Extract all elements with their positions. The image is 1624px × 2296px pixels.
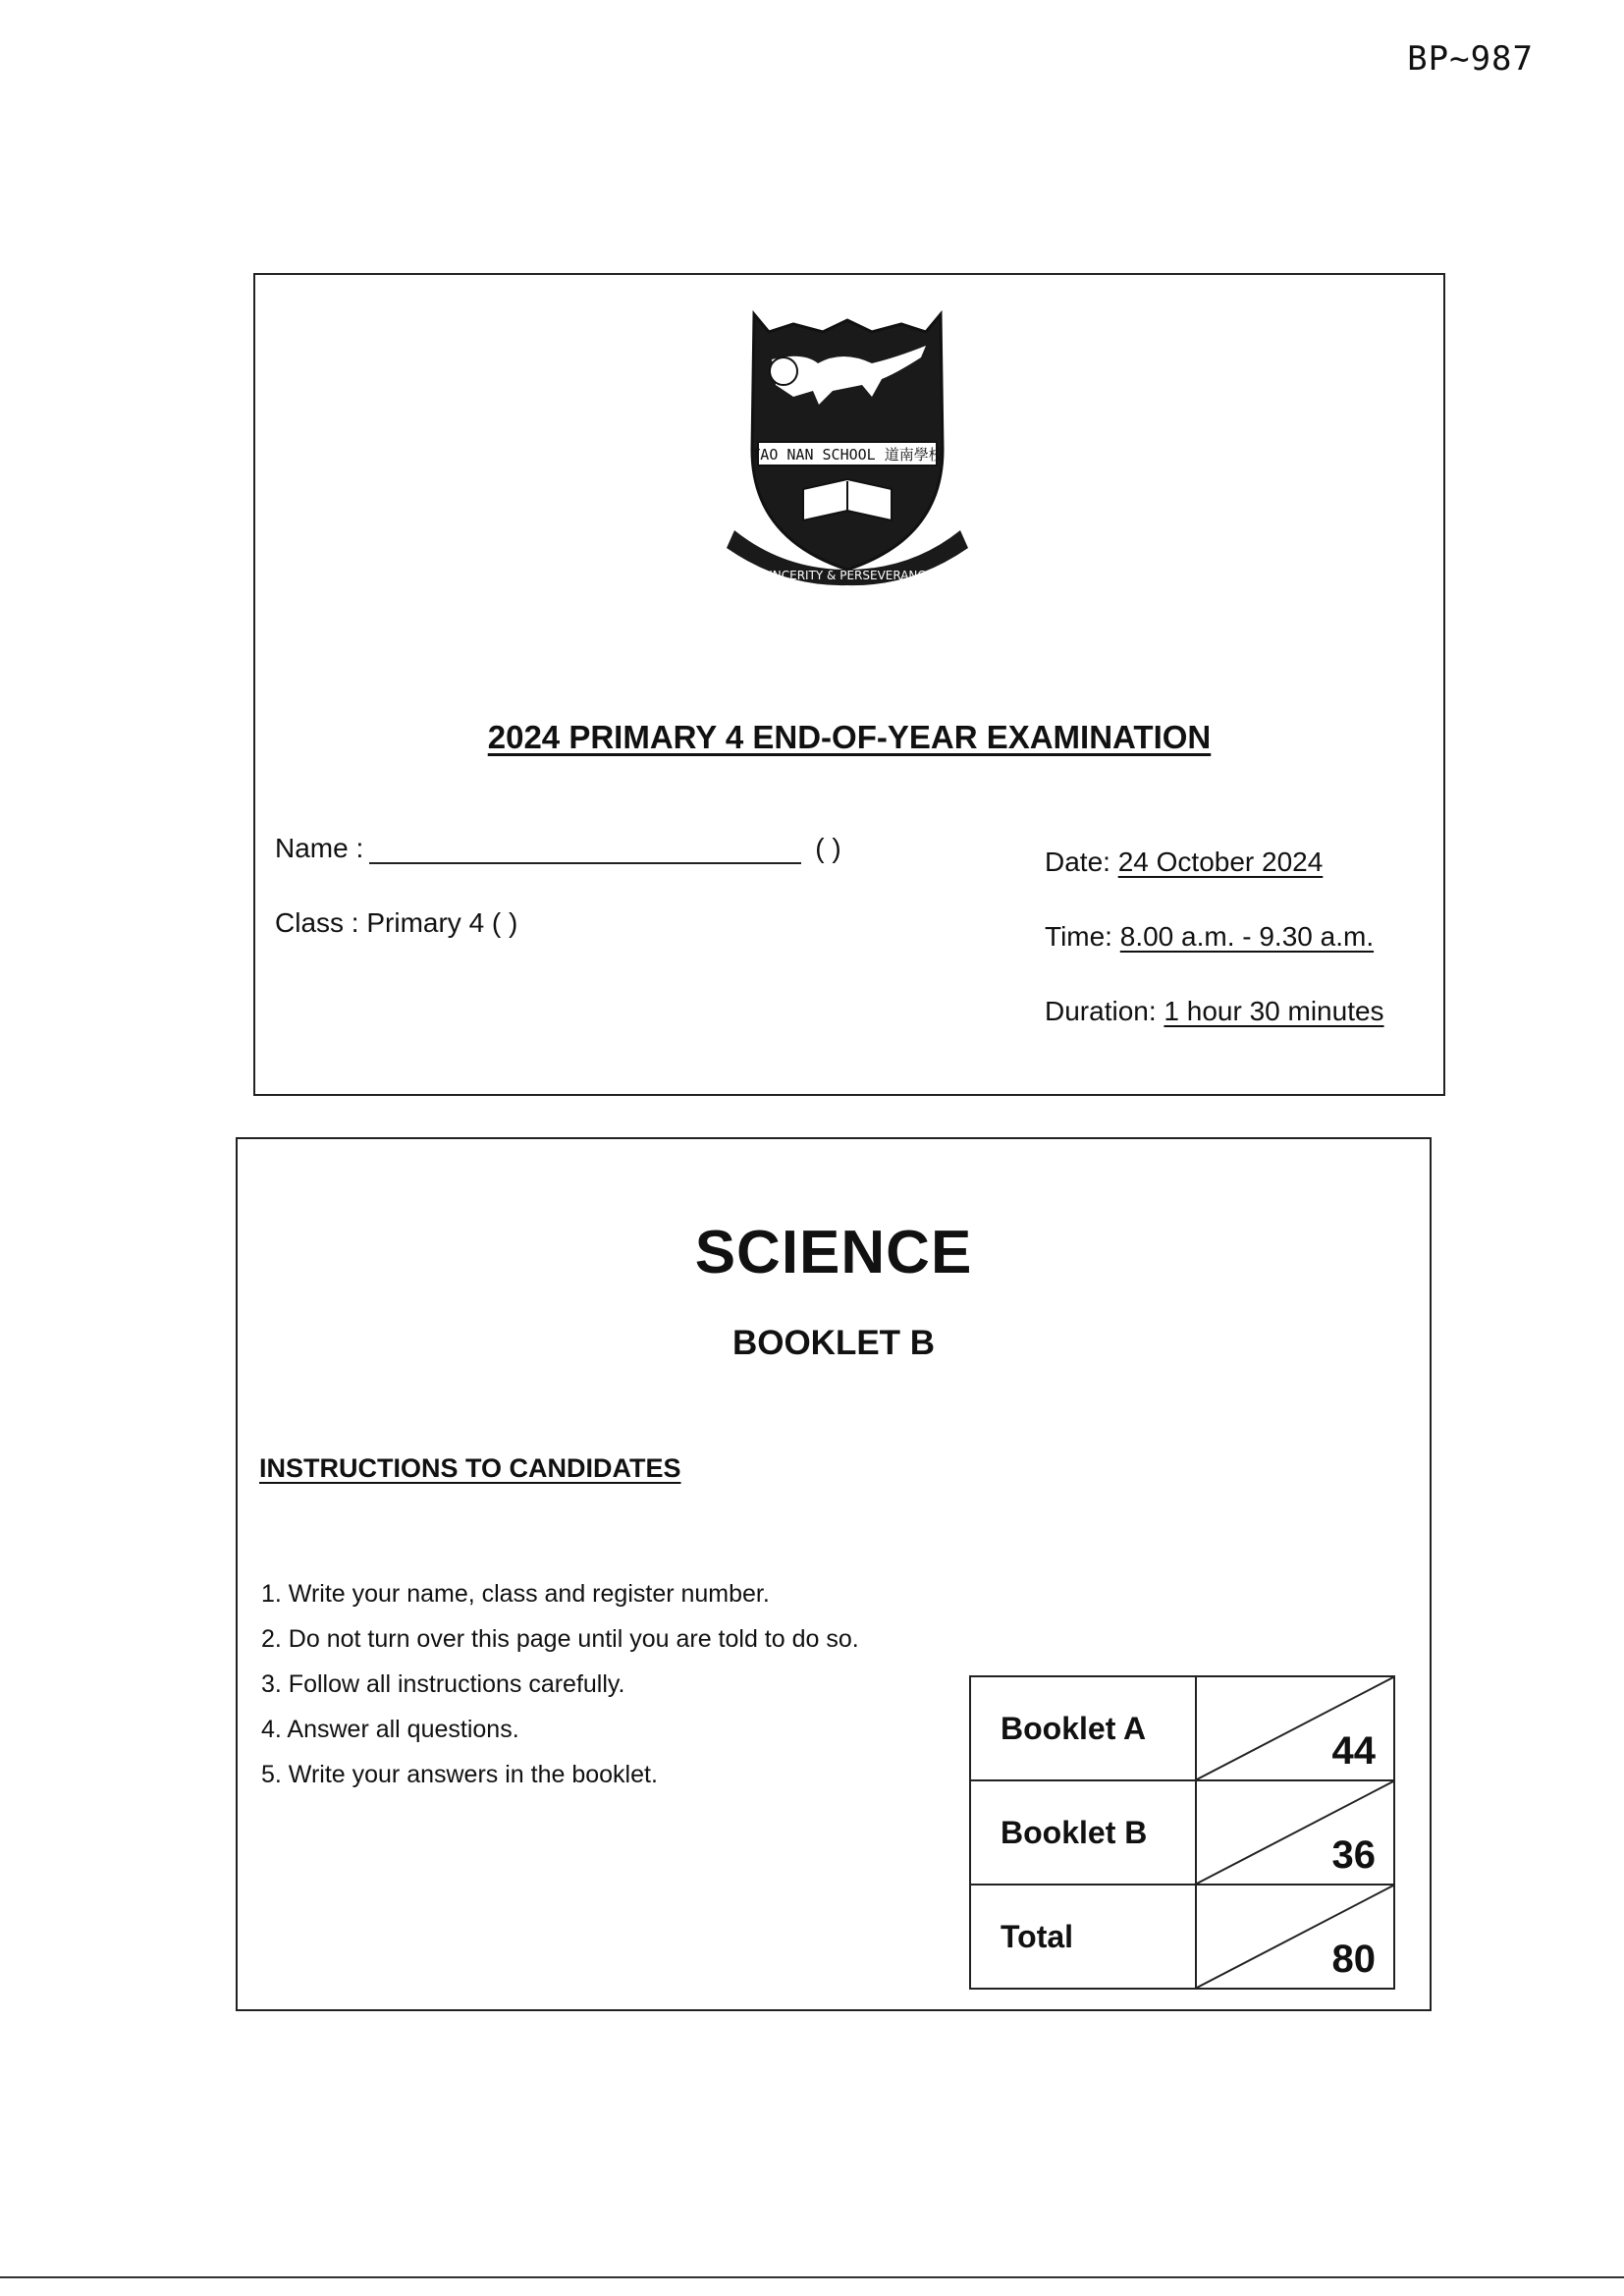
date-row — [1045, 847, 1323, 878]
marks-label: Total — [970, 1885, 1196, 1989]
marks-label: Booklet B — [970, 1780, 1196, 1885]
duration-value: 1 hour 30 minutes — [1164, 996, 1384, 1026]
marks-row-booklet-a — [970, 1676, 1394, 1780]
marks-row-total — [970, 1885, 1394, 1989]
marks-max: 36 — [1331, 1833, 1376, 1877]
date-value: 24 October 2024 — [1117, 847, 1324, 877]
document-code: BP~987 — [1407, 39, 1534, 79]
class-field: Class : Primary 4 ( ) — [275, 907, 518, 938]
time-label: Time: — [1045, 921, 1112, 952]
instruction-item: 3. Follow all instructions carefully. — [261, 1670, 625, 1698]
marks-table — [969, 1675, 1395, 1990]
booklet-title: BOOKLET B — [731, 1324, 936, 1362]
instruction-item: 1. Write your name, class and register number. — [261, 1580, 770, 1608]
instructions-heading: INSTRUCTIONS TO CANDIDATES — [259, 1453, 681, 1483]
marks-cell[interactable] — [1196, 1780, 1394, 1885]
marks-row-booklet-b — [970, 1780, 1394, 1885]
marks-max: 44 — [1331, 1729, 1376, 1773]
exam-title: 2024 PRIMARY 4 END-OF-YEAR EXAMINATION — [487, 719, 1212, 755]
svg-text:TAO NAN SCHOOL 道南學校: TAO NAN SCHOOL 道南學校 — [751, 446, 944, 464]
marks-cell[interactable] — [1196, 1676, 1394, 1780]
school-crest-logo — [725, 302, 970, 587]
instruction-item: 5. Write your answers in the booklet. — [261, 1761, 658, 1788]
duration-row — [1045, 996, 1384, 1027]
time-row — [1045, 921, 1374, 953]
marks-max: 80 — [1331, 1938, 1376, 1981]
exam-header-box — [253, 273, 1445, 1096]
subject-cover-box — [236, 1137, 1432, 2011]
register-number-brackets: ( ) — [815, 833, 841, 863]
duration-label: Duration: — [1045, 996, 1157, 1026]
name-field-row — [275, 833, 841, 864]
name-label: Name : — [275, 833, 364, 863]
subject-title: SCIENCE — [694, 1219, 973, 1286]
instruction-item: 4. Answer all questions. — [261, 1716, 519, 1743]
marks-label: Booklet A — [970, 1676, 1196, 1780]
marks-cell[interactable] — [1196, 1885, 1394, 1989]
name-input-line[interactable] — [369, 837, 801, 864]
instructions-list — [261, 1571, 859, 1797]
time-value: 8.00 a.m. - 9.30 a.m. — [1119, 921, 1375, 952]
date-label: Date: — [1045, 847, 1110, 877]
page-bottom-rule — [0, 2276, 1624, 2278]
instruction-item: 2. Do not turn over this page until you are told to do so. — [261, 1625, 859, 1653]
svg-text:SINCERITY & PERSEVERANCE: SINCERITY & PERSEVERANCE — [761, 569, 934, 582]
